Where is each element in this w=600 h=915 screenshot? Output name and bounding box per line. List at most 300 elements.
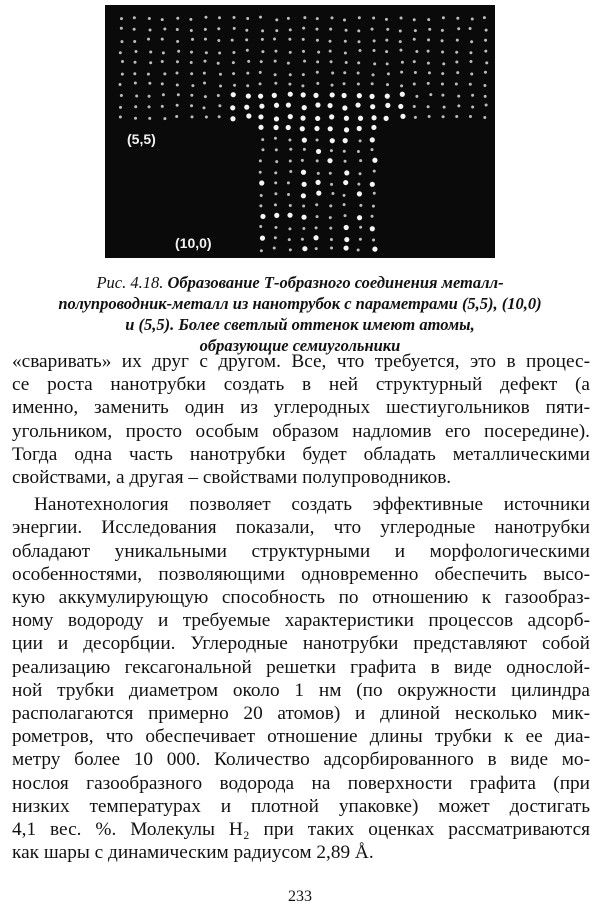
atom-dot xyxy=(329,40,332,43)
atom-dot xyxy=(274,60,277,63)
atom-dot xyxy=(176,28,179,31)
atom-dot xyxy=(469,51,472,54)
atom-dot xyxy=(274,213,279,218)
atom-dot xyxy=(331,16,334,19)
atom-dot xyxy=(442,62,445,65)
atom-dot xyxy=(343,194,346,197)
atom-dot xyxy=(355,102,360,107)
atom-dot xyxy=(204,28,207,31)
atom-dot xyxy=(120,17,123,20)
atom-dot xyxy=(342,105,347,110)
atom-dot xyxy=(428,115,431,118)
caption-line: Рис. 4.18. Образование Т-образного соединения металл- xyxy=(96,273,504,292)
atom-dot xyxy=(386,83,389,86)
atom-dot xyxy=(260,194,263,197)
atom-dot xyxy=(455,51,458,54)
atom-dot xyxy=(371,82,374,85)
atom-dot xyxy=(358,116,363,121)
atom-dot xyxy=(190,72,193,75)
atom-dot xyxy=(288,138,291,141)
atom-dot xyxy=(330,92,335,97)
atom-dot xyxy=(398,104,403,109)
atom-dot xyxy=(217,94,220,97)
atom-dot xyxy=(120,27,123,30)
atom-dot xyxy=(204,38,207,41)
atom-dot xyxy=(274,82,277,85)
atom-dot xyxy=(274,171,277,174)
atom-dot xyxy=(442,16,445,19)
atom-dot xyxy=(427,82,430,85)
atom-dot xyxy=(456,17,459,20)
atom-dot xyxy=(329,204,332,207)
atom-dot xyxy=(245,29,248,32)
atom-dot xyxy=(316,159,319,162)
atom-dot xyxy=(121,60,124,63)
atom-dot xyxy=(175,115,178,118)
atom-dot xyxy=(385,18,388,21)
atom-dot xyxy=(401,61,404,64)
atom-dot xyxy=(300,126,305,131)
atom-dot xyxy=(259,180,264,185)
atom-dot xyxy=(119,106,122,109)
atom-dot xyxy=(315,203,318,206)
atom-dot xyxy=(148,17,151,20)
atom-dot xyxy=(161,60,164,63)
atom-dot xyxy=(359,238,362,241)
atom-dot xyxy=(230,105,235,110)
atom-dot xyxy=(484,95,487,98)
atom-dot xyxy=(331,192,334,195)
atom-dot xyxy=(217,39,220,42)
atom-dot xyxy=(359,159,362,162)
atom-dot xyxy=(330,149,333,152)
atom-dot xyxy=(289,160,292,163)
atom-dot xyxy=(119,115,122,118)
atom-dot xyxy=(343,180,348,185)
atom-dot xyxy=(387,72,390,75)
atom-dot xyxy=(303,16,306,19)
text-line: низких температурах и плотной упаковке) может достигать xyxy=(12,795,590,817)
atom-dot xyxy=(246,49,249,52)
atom-dot xyxy=(218,104,221,107)
atom-dot xyxy=(303,148,306,151)
text-line: метру более 10 000. Количество адсорбированного в виде мо- xyxy=(12,749,590,771)
atom-dot xyxy=(372,238,375,241)
atom-dot xyxy=(414,71,417,74)
atom-dot xyxy=(413,105,416,108)
atom-dot xyxy=(457,95,460,98)
atom-dot xyxy=(163,27,166,30)
atom-dot xyxy=(359,139,362,142)
atom-dot xyxy=(301,193,306,198)
atom-dot xyxy=(287,62,290,65)
atom-dot xyxy=(372,158,377,163)
text-line: реализацию гексагональной решетки графита в виде однослой- xyxy=(12,656,590,678)
atom-dot xyxy=(441,29,444,32)
atom-dot xyxy=(315,116,320,121)
atom-dot xyxy=(386,28,389,31)
atom-dot xyxy=(288,38,291,41)
atom-dot xyxy=(133,16,136,19)
atom-dot xyxy=(316,71,319,74)
atom-dot xyxy=(119,83,122,86)
atom-dot xyxy=(329,28,332,31)
atom-dot xyxy=(357,215,362,220)
atom-lattice-image xyxy=(105,5,495,258)
atom-dot xyxy=(289,148,292,151)
atom-dot xyxy=(247,60,250,63)
atom-dot xyxy=(149,51,152,54)
atom-dot xyxy=(259,16,262,19)
text-line: особенностями, позволяющими одновременно обеспечить высо- xyxy=(12,563,590,585)
atom-dot xyxy=(359,226,362,229)
atom-dot xyxy=(287,17,290,20)
atom-dot xyxy=(400,114,405,119)
atom-dot xyxy=(218,51,221,54)
atom-dot xyxy=(260,236,265,241)
atom-dot xyxy=(371,148,374,151)
atom-dot xyxy=(273,38,276,41)
atom-dot xyxy=(258,94,263,99)
atom-dot xyxy=(274,203,277,206)
atom-dot xyxy=(301,215,306,220)
atom-dot xyxy=(134,105,137,108)
atom-dot xyxy=(286,102,291,107)
atom-dot xyxy=(428,28,431,31)
atom-dot xyxy=(331,84,334,87)
atom-dot xyxy=(133,72,136,75)
atom-dot xyxy=(189,18,192,21)
atom-dot xyxy=(289,51,292,54)
atom-dot xyxy=(273,125,278,130)
atom-dot xyxy=(441,82,444,85)
atom-dot xyxy=(443,106,446,109)
atom-dot xyxy=(372,247,377,252)
atom-dot xyxy=(176,72,179,75)
atom-dot xyxy=(314,126,319,131)
atom-dot xyxy=(259,171,262,174)
atom-dot xyxy=(456,39,459,42)
atom-dot xyxy=(330,247,333,250)
atom-dot xyxy=(484,39,487,42)
atom-dot xyxy=(133,40,136,43)
atom-dot xyxy=(330,60,333,63)
atom-dot xyxy=(344,170,349,175)
atom-dot xyxy=(191,38,194,41)
atom-dot xyxy=(357,249,360,252)
atom-dot xyxy=(331,72,334,75)
text-line: се роста нанотрубки создать в ней структурный дефект (а xyxy=(12,374,590,396)
atom-dot xyxy=(287,181,290,184)
atom-dot xyxy=(315,226,318,229)
atom-dot xyxy=(233,27,236,30)
atom-dot xyxy=(469,115,472,118)
atom-dot xyxy=(301,159,304,162)
atom-dot xyxy=(427,105,430,108)
atom-dot xyxy=(329,227,332,230)
atom-dot xyxy=(483,116,486,119)
atom-dot xyxy=(288,83,291,86)
atom-dot xyxy=(303,60,306,63)
atom-dot xyxy=(400,84,403,87)
atom-dot xyxy=(316,17,319,20)
atom-dot xyxy=(370,226,375,231)
atom-dot xyxy=(316,215,319,218)
atom-dot xyxy=(246,72,249,75)
atom-dot xyxy=(289,73,292,76)
atom-dot xyxy=(343,203,346,206)
atom-dot xyxy=(343,150,346,153)
atom-dot xyxy=(301,238,304,241)
atom-dot xyxy=(286,125,291,130)
atom-dot xyxy=(315,247,318,250)
atom-dot xyxy=(217,62,220,65)
atom-dot xyxy=(176,40,179,43)
atom-dot xyxy=(343,18,346,21)
atom-dot xyxy=(483,84,486,87)
page-number: 233 xyxy=(288,888,312,905)
text-line: нослоя газообразного водорода на поверхности графита (при xyxy=(12,772,590,794)
atom-dot xyxy=(259,225,262,228)
atom-dot xyxy=(343,245,348,250)
atom-dot xyxy=(203,72,206,75)
atom-dot xyxy=(471,94,474,97)
atom-dot xyxy=(455,82,458,85)
atom-dot xyxy=(261,148,264,151)
atom-dot xyxy=(258,125,263,130)
atom-dot xyxy=(427,62,430,65)
atom-dot xyxy=(428,71,431,74)
atom-dot xyxy=(400,71,403,74)
atom-dot xyxy=(246,17,249,20)
atom-dot xyxy=(485,29,488,32)
text-line: 4,1 вес. %. Молекулы H₂ при таких оценках рассматриваются xyxy=(12,819,590,840)
label-10-0: (10,0) xyxy=(175,235,212,251)
atom-dot xyxy=(203,106,206,109)
atom-dot xyxy=(232,72,235,75)
atom-dot xyxy=(163,72,166,75)
atom-dot xyxy=(317,51,320,54)
atom-dot xyxy=(469,83,472,86)
atom-dot xyxy=(233,84,236,87)
atom-dot xyxy=(413,60,416,63)
atom-dot xyxy=(327,103,332,108)
text-line: «сваривать» их друг с другом. Все, что требуется, это в процес- xyxy=(12,351,590,372)
atom-dot xyxy=(357,191,362,196)
atom-dot xyxy=(272,93,277,98)
atom-dot xyxy=(148,117,151,120)
atom-dot xyxy=(414,29,417,32)
atom-dot xyxy=(258,114,263,119)
atom-dot xyxy=(414,116,417,119)
atom-dot xyxy=(485,104,488,107)
atom-dot xyxy=(329,172,332,175)
atom-dot xyxy=(415,95,418,98)
atom-dot xyxy=(190,51,193,54)
atom-dot xyxy=(400,92,405,97)
atom-dot xyxy=(457,104,460,107)
atom-dot xyxy=(177,93,180,96)
atom-dot xyxy=(457,27,460,30)
atom-dot xyxy=(261,50,264,53)
atom-dot xyxy=(413,83,416,86)
atom-dot xyxy=(163,117,166,120)
atom-dot xyxy=(147,38,150,41)
atom-dot xyxy=(120,94,123,97)
atom-dot xyxy=(148,95,151,98)
atom-dot xyxy=(176,17,179,20)
atom-dot xyxy=(371,215,374,218)
atom-dot xyxy=(359,172,362,175)
atom-dot xyxy=(302,105,307,110)
atom-dot xyxy=(413,18,416,21)
atom-dot xyxy=(316,191,321,196)
atom-dot xyxy=(370,104,375,109)
atom-dot xyxy=(345,29,348,32)
caption-line: и (5,5). Более светлый оттенок имеют атомы, xyxy=(125,315,475,334)
atom-dot xyxy=(400,17,403,20)
text-line: как шары с динамическим радиусом 2,89 Å. xyxy=(12,842,374,864)
atom-dot xyxy=(274,50,277,53)
atom-dot xyxy=(134,82,137,85)
label-5-5: (5,5) xyxy=(127,131,156,147)
atom-dot xyxy=(147,73,150,76)
caption-line: образующие семиугольники xyxy=(199,336,401,355)
atom-dot xyxy=(260,60,263,63)
atom-dot xyxy=(371,115,376,120)
atom-dot xyxy=(231,92,236,97)
atom-dot xyxy=(259,104,264,109)
atom-dot xyxy=(483,16,486,19)
atom-dot xyxy=(161,18,164,21)
atom-dot xyxy=(259,71,262,74)
atom-dot xyxy=(260,214,265,219)
atom-dot xyxy=(344,160,347,163)
atom-dot xyxy=(203,82,206,85)
atom-dot xyxy=(327,158,332,163)
atom-dot xyxy=(470,72,473,75)
atom-dot xyxy=(161,105,164,108)
atom-dot xyxy=(344,116,349,121)
atom-dot xyxy=(442,115,445,118)
atom-dot xyxy=(399,49,402,52)
atom-dot xyxy=(329,216,332,219)
atom-dot xyxy=(484,71,487,74)
atom-dot xyxy=(343,138,348,143)
atom-dot xyxy=(162,51,165,54)
atom-dot xyxy=(149,61,152,64)
atom-dot xyxy=(345,61,348,64)
atom-dot xyxy=(469,60,472,63)
atom-dot xyxy=(313,235,318,240)
atom-dot xyxy=(274,116,279,121)
atom-dot xyxy=(288,238,291,241)
atom-dot xyxy=(359,204,362,207)
atom-dot xyxy=(344,225,349,230)
atom-dot xyxy=(274,103,279,108)
atom-dot xyxy=(357,183,360,186)
atom-dot xyxy=(133,28,136,31)
atom-dot xyxy=(373,49,376,52)
atom-dot xyxy=(302,73,305,76)
text-line: ному водороду и требуемые характеристики процессов адсорб- xyxy=(12,610,590,632)
atom-dot xyxy=(328,126,333,131)
atom-dot xyxy=(330,138,335,143)
atom-dot xyxy=(469,27,472,30)
atom-dot xyxy=(162,93,165,96)
atom-dot xyxy=(470,40,473,43)
atom-dot xyxy=(357,29,360,32)
atom-dot xyxy=(259,82,262,85)
text-line: угольником, просто особым образом надломив его посередине). xyxy=(12,420,590,442)
atom-dot xyxy=(302,182,307,187)
atom-dot xyxy=(343,71,346,74)
atom-dot xyxy=(190,94,193,97)
atom-dot xyxy=(330,238,333,241)
atom-dot xyxy=(205,51,208,54)
atom-dot xyxy=(259,159,262,162)
atom-dot xyxy=(275,29,278,32)
atom-dot xyxy=(134,117,137,120)
atom-dot xyxy=(441,50,444,53)
atom-dot xyxy=(399,40,402,43)
atom-dot xyxy=(427,50,430,53)
atom-dot xyxy=(372,73,375,76)
atom-dot xyxy=(205,116,208,119)
atom-dot xyxy=(135,95,138,98)
atom-dot xyxy=(455,61,458,64)
atom-dot xyxy=(441,72,444,75)
atom-dot xyxy=(302,138,307,143)
atom-dot xyxy=(134,61,137,64)
atom-dot xyxy=(274,192,277,195)
atom-dot xyxy=(134,50,137,53)
atom-dot xyxy=(233,16,236,19)
atom-dot xyxy=(429,93,432,96)
atom-dot xyxy=(344,127,349,132)
atom-dot xyxy=(274,181,277,184)
atom-dot xyxy=(399,29,402,32)
atom-dot xyxy=(386,62,389,65)
atom-dot xyxy=(301,170,306,175)
atom-dot xyxy=(302,27,305,30)
atom-dot xyxy=(246,93,251,98)
atom-dot xyxy=(370,137,375,142)
text-line: именно, заменить один из углеродных шестиугольников пяти- xyxy=(12,397,590,419)
atom-dot xyxy=(245,38,248,41)
atom-dot xyxy=(288,92,293,97)
atom-dot xyxy=(316,138,319,141)
atom-dot xyxy=(302,50,305,53)
atom-dot xyxy=(161,38,164,41)
atom-dot xyxy=(357,72,360,75)
atom-dot xyxy=(148,82,151,85)
atom-dot xyxy=(456,71,459,74)
atom-dot xyxy=(344,237,349,242)
atom-dot xyxy=(288,114,293,119)
atom-dot xyxy=(121,73,124,76)
atom-dot xyxy=(371,125,376,130)
text-line: ной трубки диаметром около 1 нм (по окружности цилиндра xyxy=(12,679,590,701)
atom-dot xyxy=(259,204,262,207)
atom-dot xyxy=(274,137,277,140)
caption-number: Рис. 4.18. xyxy=(96,273,164,292)
atom-dot xyxy=(289,248,292,251)
text-line: ции и десорбции. Углеродные нанотрубки представляют собой xyxy=(12,633,590,655)
atom-dot xyxy=(302,205,305,208)
atom-dot xyxy=(344,214,347,217)
atom-dot xyxy=(261,138,264,141)
